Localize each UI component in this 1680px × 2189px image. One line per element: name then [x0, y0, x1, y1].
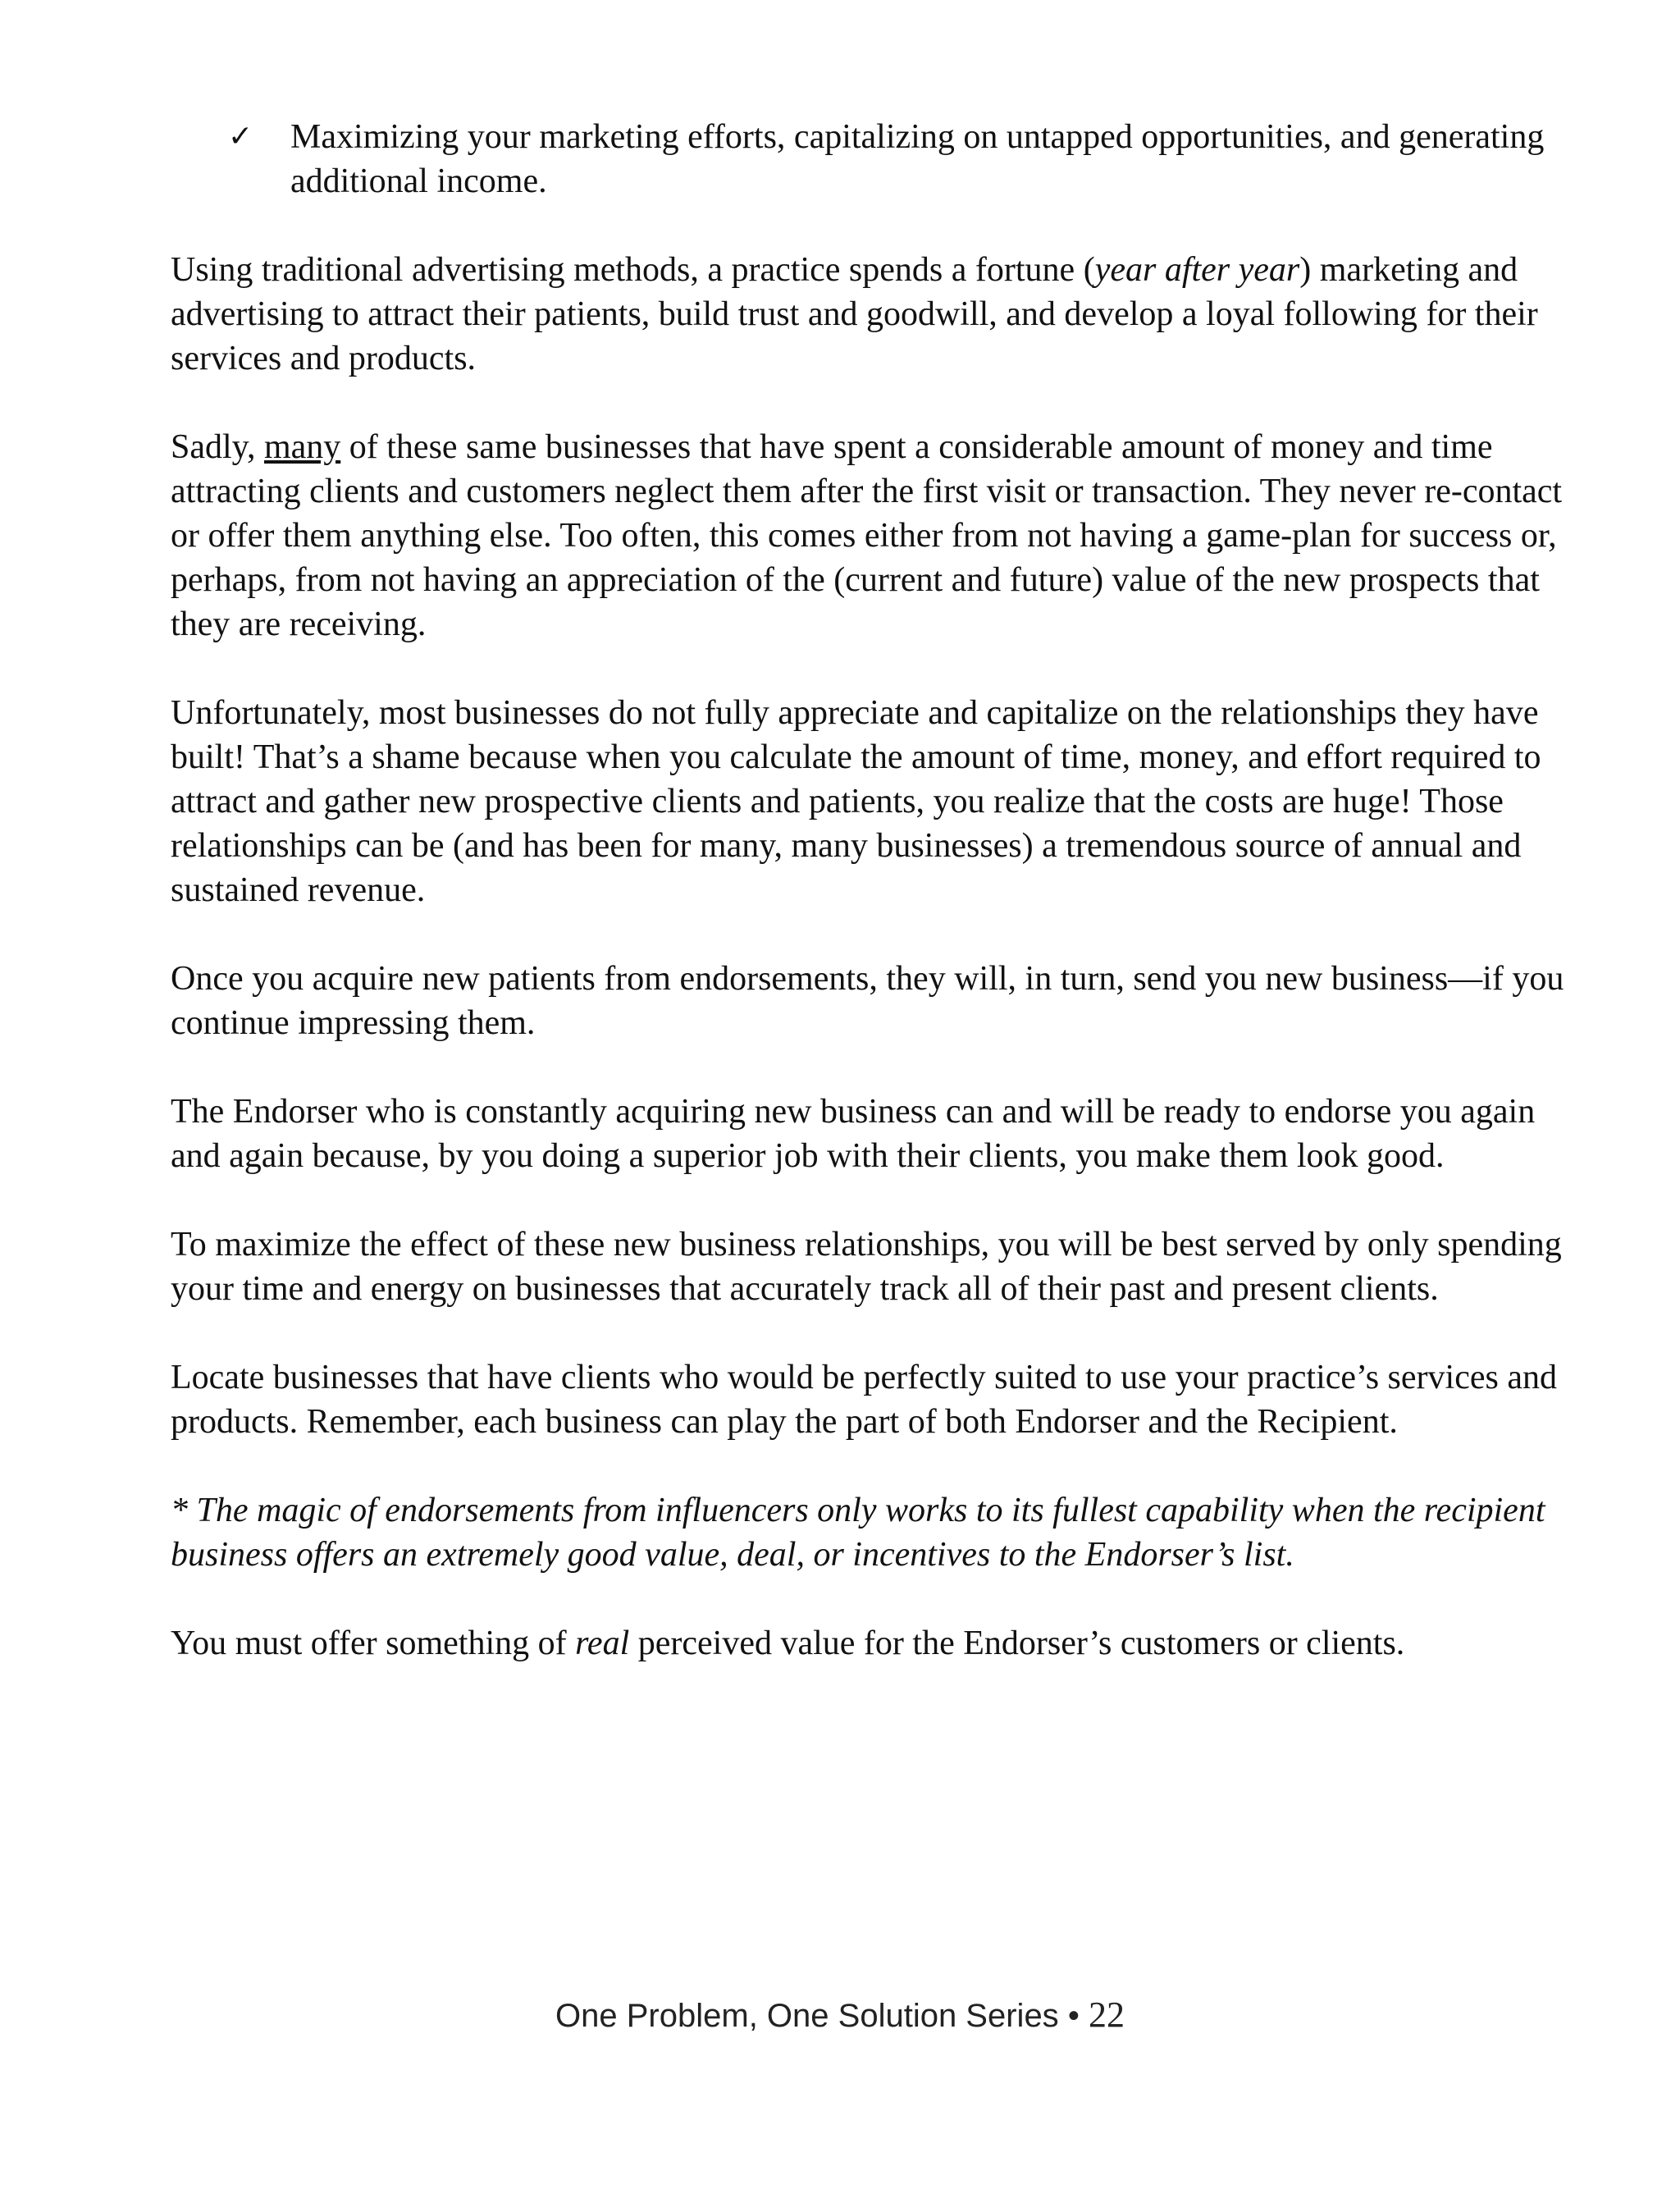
paragraph-endorser: The Endorser who is constantly acquiring new business can and will be ready to endorse you again and again because, by you doing a superior job with their clients, you make them look good. — [171, 1093, 1536, 1175]
underlined-text: many — [263, 428, 341, 466]
checklist-item — [228, 115, 1565, 203]
paragraph-relationships: Unfortunately, most businesses do not fully appreciate and capitalize on the relationships they have built! That’s a shame because when you calculate the amount of time, money, and effort required to attract and gather new prospective clients and patients, you realize that the costs are huge! Those relationships can be (and has been for many, many businesses) a tremendous source of annual and sustained revenue. — [171, 694, 1541, 909]
checkmark-icon: ✓ — [228, 120, 253, 153]
page-footer — [0, 1994, 1680, 2036]
paragraph-new-patients: Once you acquire new patients from endorsements, they will, in turn, send you new business—if you continue impressing them. — [171, 960, 1564, 1042]
document-page — [171, 115, 1565, 1710]
page-number: 22 — [1088, 1995, 1125, 2035]
paragraph-maximize-effect: To maximize the effect of these new business relationships, you will be best served by only spending your time and energy on businesses that accurately track all of their past and present clients. — [171, 1226, 1562, 1308]
paragraph-text: ) marketing and advertising to attract their patients, build trust and goodwill, and develop a loyal following for their services and products. — [171, 251, 1538, 377]
checklist-item-text: Maximizing your marketing efforts, capitalizing on untapped opportunities, and generating additional income. — [290, 118, 1545, 200]
paragraph-text: perceived value for the Endorser’s customers or clients. — [629, 1625, 1405, 1662]
italic-note: * The magic of endorsements from influencers only works to its fullest capability when the recipient business offers an extremely good value, deal, or incentives to the Endorser’s list. — [171, 1492, 1545, 1574]
paragraph-locate-businesses: Locate businesses that have clients who would be perfectly suited to use your practice’s services and products. Remember, each business can play the part of both Endorser and the Recipient. — [171, 1359, 1557, 1441]
checklist — [171, 115, 1565, 203]
series-title: One Problem, One Solution Series — [555, 1998, 1059, 2034]
paragraph-neglected-clients — [171, 425, 1565, 647]
footer-separator: • — [1067, 1998, 1080, 2034]
paragraph-text: of these same businesses that have spent a considerable amount of money and time attracting clients and customers neglect them after the first visit or transaction. They never re-contact or offer them anything else. Too often, this comes either from not having a game-plan for success or, perhaps, from not having an appreciation of the (current and future) value of the new prospects that they are receiving. — [171, 428, 1563, 643]
paragraph-text: You must offer something of — [171, 1625, 576, 1662]
paragraph-text: Sadly, — [171, 428, 264, 466]
paragraph-magic-note — [171, 1488, 1565, 1577]
emphasis-text: year after year — [1094, 251, 1300, 289]
paragraph-text: Using traditional advertising methods, a practice spends a fortune ( — [171, 251, 1095, 289]
paragraph-traditional-advertising — [171, 248, 1565, 381]
emphasis-text: real — [575, 1625, 630, 1662]
paragraph-real-value — [171, 1621, 1565, 1666]
